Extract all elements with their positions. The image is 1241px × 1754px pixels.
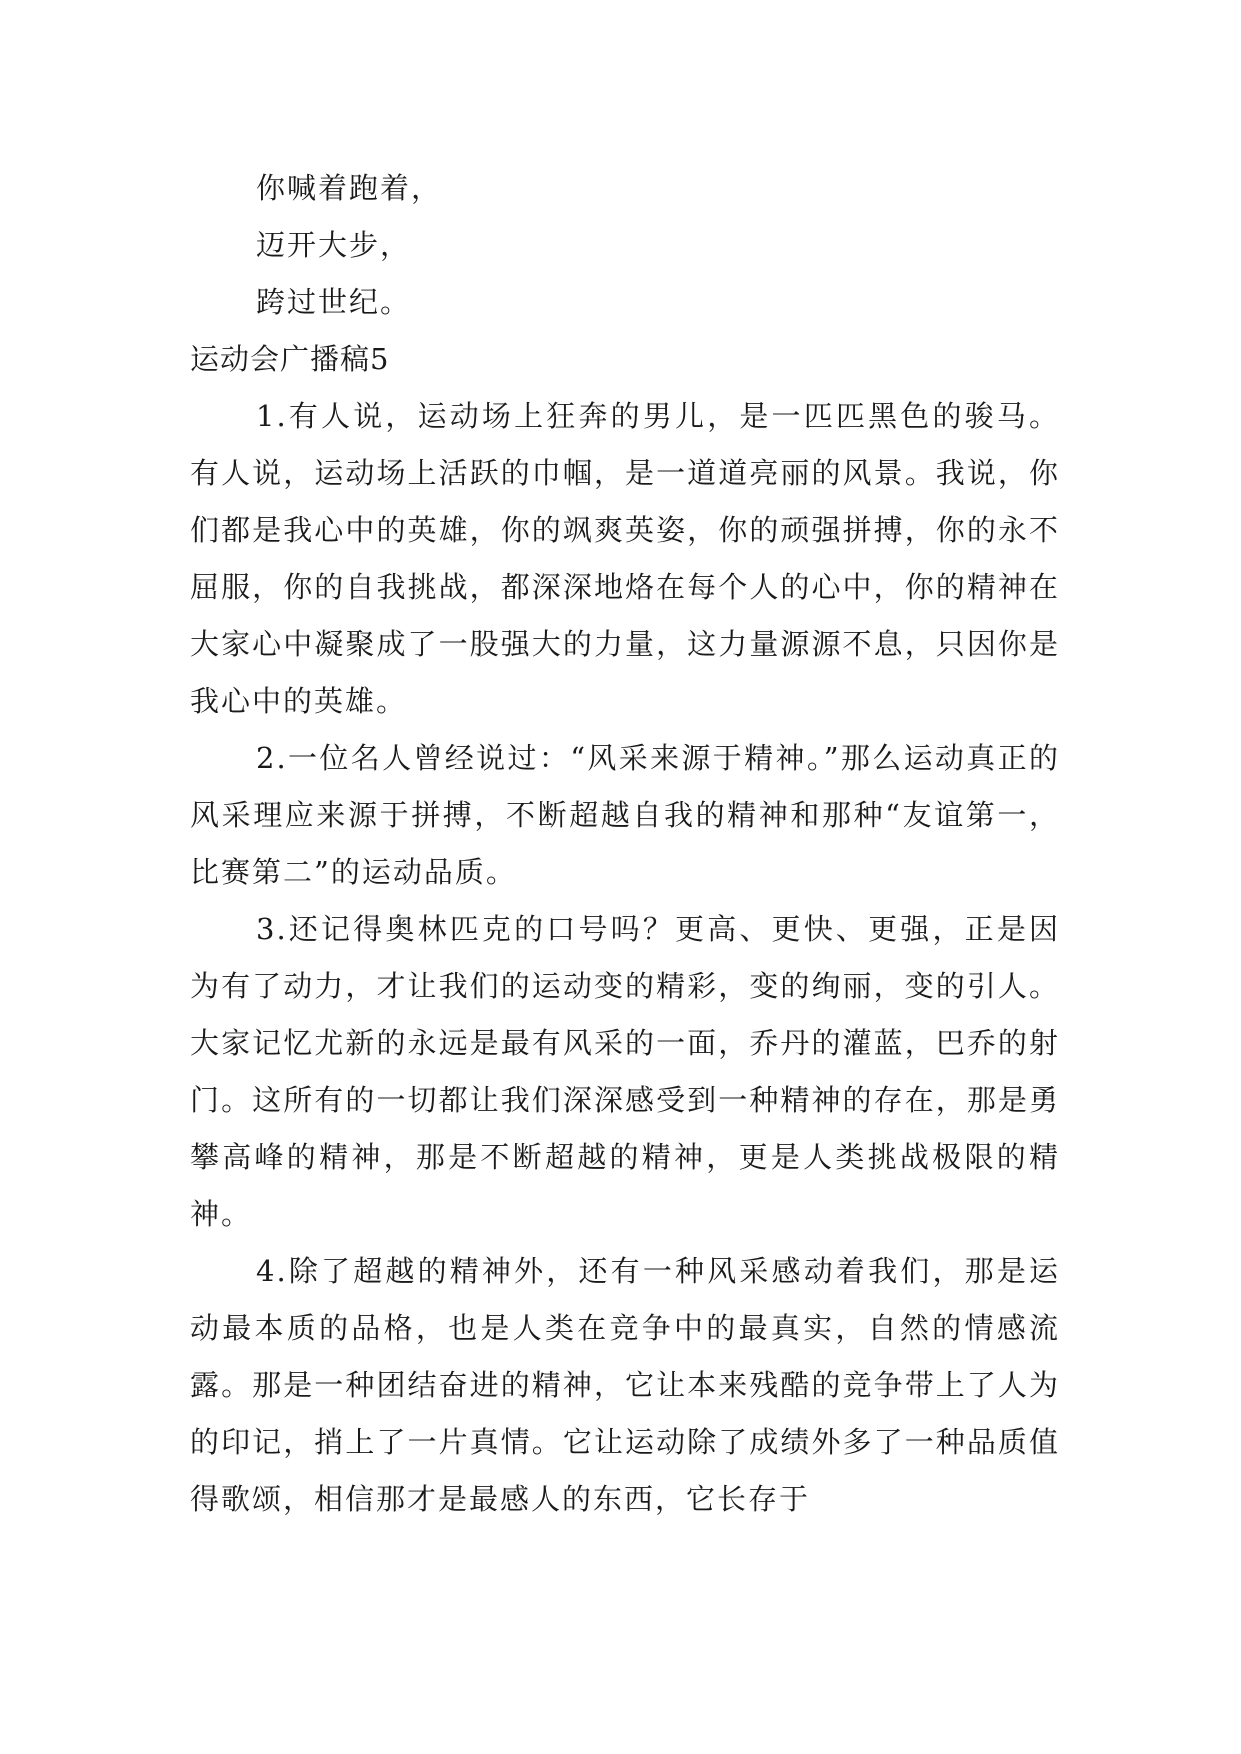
paragraph-1: 1.有人说，运动场上狂奔的男儿，是一匹匹黑色的骏马。有人说，运动场上活跃的巾帼，是一道道亮丽的风景。我说，你们都是我心中的英雄，你的飒爽英姿，你的顽强拼搏，你的永不屈服，你的自我挑战，都深深地烙在每个人的心中，你的精神在大家心中凝聚成了一股强大的力量，这力量源源不息，只因你是我心中的英雄。: [190, 399, 1060, 718]
document-body: [190, 160, 1060, 1528]
poem-line: 你喊着跑着，: [256, 171, 443, 205]
paragraph-4: 4.除了超越的精神外，还有一种风采感动着我们，那是运动最本质的品格，也是人类在竞争中的最真实，自然的情感流露。那是一种团结奋进的精神，它让本来残酷的竞争带上了人为的印记，捎上了一片真情。它让运动除了成绩外多了一种品质值得歌颂，相信那才是最感人的东西，它长存于: [190, 1254, 1060, 1516]
poem-line: 迈开大步，: [256, 228, 412, 262]
poem-line: 跨过世纪。: [256, 285, 412, 319]
section-title: 运动会广播稿5: [190, 342, 390, 376]
paragraph-3: 3.还记得奥林匹克的口号吗？更高、更快、更强，正是因为有了动力，才让我们的运动变的精彩，变的绚丽，变的引人。大家记忆尤新的永远是最有风采的一面，乔丹的灌蓝，巴乔的射门。这所有的一切都让我们深深感受到一种精神的存在，那是勇攀高峰的精神，那是不断超越的精神，更是人类挑战极限的精神。: [190, 912, 1060, 1231]
paragraph-2: 2.一位名人曾经说过：“风采来源于精神。”那么运动真正的风采理应来源于拼搏，不断超越自我的精神和那种“友谊第一，比赛第二”的运动品质。: [190, 741, 1060, 889]
